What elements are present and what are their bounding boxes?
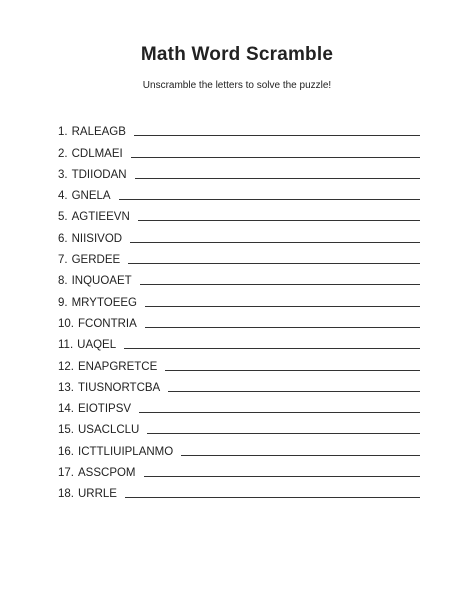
answer-line[interactable] (145, 305, 420, 307)
item-number: 15. (58, 424, 74, 437)
scrambled-word: FCONTRIA (78, 317, 137, 330)
scrambled-word: TDIIODAN (71, 168, 127, 181)
puzzle-row (58, 266, 420, 287)
item-number: 18. (58, 488, 74, 501)
puzzle-row (58, 373, 420, 394)
answer-line[interactable] (181, 454, 420, 456)
scrambled-word: INQUOAET (71, 275, 132, 288)
scrambled-word: MRYTOEEG (71, 296, 137, 309)
scrambled-word: AGTIEEVN (71, 211, 130, 224)
puzzle-row (58, 394, 420, 415)
puzzle-row (58, 458, 420, 479)
scrambled-word: GNELA (71, 190, 111, 203)
item-number: 11. (58, 339, 74, 352)
answer-line[interactable] (165, 369, 420, 371)
answer-line[interactable] (131, 156, 420, 158)
answer-line[interactable] (140, 283, 420, 285)
answer-line[interactable] (130, 241, 420, 243)
item-number: 10. (58, 317, 74, 330)
item-number: 14. (58, 403, 74, 416)
puzzle-row (58, 415, 420, 436)
scrambled-word: URRLE (78, 488, 117, 501)
puzzle-row (58, 351, 420, 372)
item-number: 2. (58, 147, 68, 160)
answer-line[interactable] (124, 347, 420, 349)
puzzle-row (58, 223, 420, 244)
item-number: 3. (58, 168, 68, 181)
answer-line[interactable] (139, 411, 420, 413)
scrambled-word: CDLMAEI (71, 147, 123, 160)
instructions: Unscramble the letters to solve the puzzle! (142, 80, 332, 91)
puzzle-row (58, 181, 420, 202)
scrambled-word: ICTTLIUIPLANMO (78, 445, 174, 458)
answer-line[interactable] (119, 198, 420, 200)
item-number: 7. (58, 254, 68, 267)
puzzle-row (58, 202, 420, 223)
item-number: 13. (58, 381, 74, 394)
puzzle-row (58, 138, 420, 159)
item-number: 17. (58, 467, 74, 480)
scrambled-word: GERDEE (71, 254, 121, 267)
answer-line[interactable] (125, 496, 420, 498)
scrambled-word: USACLCLU (78, 424, 140, 437)
puzzle-row (58, 330, 420, 351)
scrambled-word: TIUSNORTCBA (78, 381, 161, 394)
scrambled-word: UAQEL (77, 339, 117, 352)
puzzle-row (58, 436, 420, 457)
item-number: 4. (58, 190, 68, 203)
puzzle-row (58, 287, 420, 308)
scrambled-word: ENAPGRETCE (78, 360, 158, 373)
answer-line[interactable] (145, 326, 420, 328)
answer-line[interactable] (147, 432, 420, 434)
page-title: Math Word Scramble (140, 44, 334, 65)
answer-line[interactable] (144, 475, 420, 477)
puzzle-row (58, 309, 420, 330)
scrambled-word: RALEAGB (71, 126, 126, 139)
puzzle-row (58, 245, 420, 266)
puzzle-row (58, 160, 420, 181)
item-number: 1. (58, 126, 68, 139)
scrambled-word: ASSCPOM (78, 467, 136, 480)
answer-line[interactable] (138, 219, 420, 221)
answer-line[interactable] (128, 262, 420, 264)
puzzle-row (58, 117, 420, 138)
puzzle-row (58, 479, 420, 500)
item-number: 8. (58, 275, 68, 288)
item-number: 12. (58, 360, 74, 373)
puzzle-list (58, 117, 420, 500)
scrambled-word: NIISIVOD (71, 232, 123, 245)
answer-line[interactable] (168, 390, 420, 392)
answer-line[interactable] (135, 177, 420, 179)
item-number: 9. (58, 296, 68, 309)
item-number: 16. (58, 445, 74, 458)
item-number: 6. (58, 232, 68, 245)
item-number: 5. (58, 211, 68, 224)
scrambled-word: EIOTIPSV (78, 403, 132, 416)
answer-line[interactable] (134, 134, 420, 136)
